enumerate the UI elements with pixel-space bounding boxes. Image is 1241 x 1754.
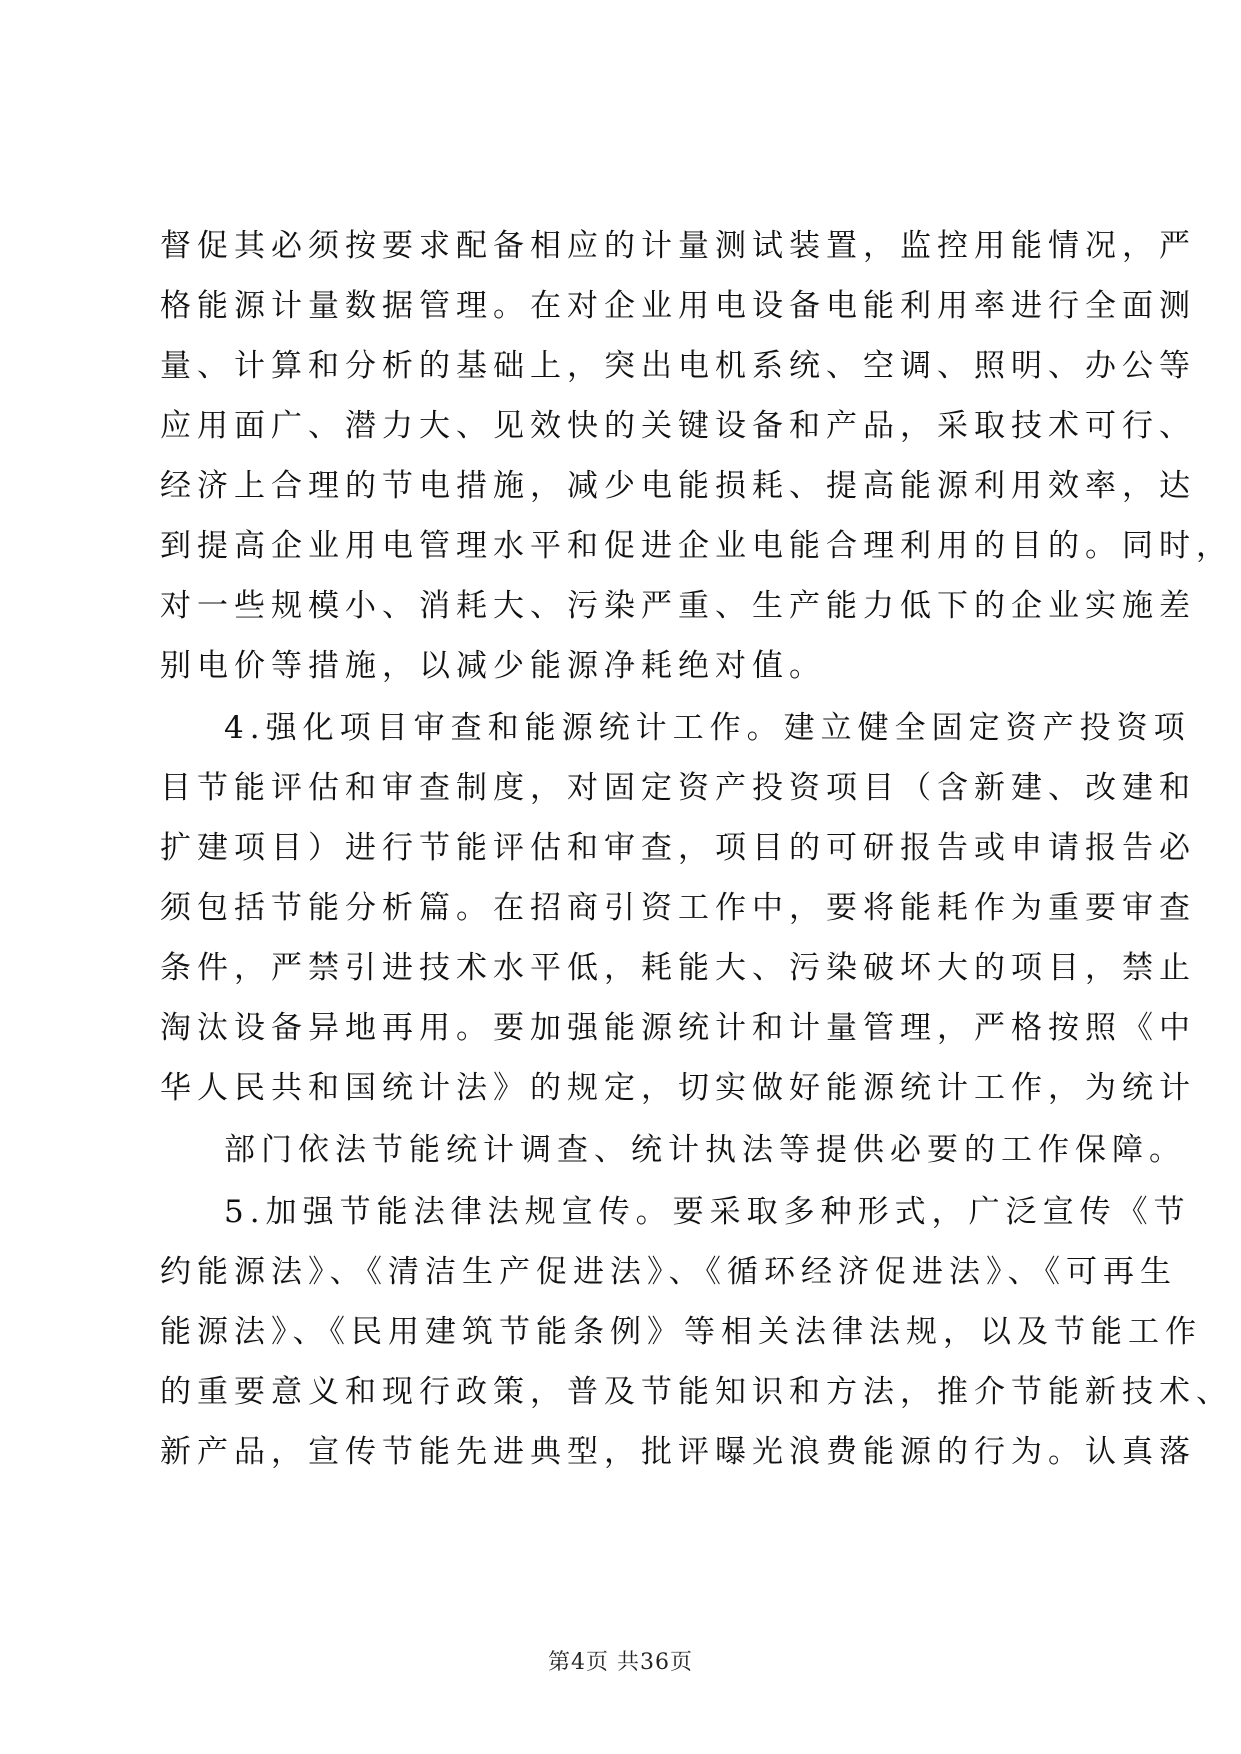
page-footer: 第4页 共36页 xyxy=(548,1650,693,1675)
text-line: 目节能评估和审查制度，对固定资产投资项目（含新建、改建和 xyxy=(160,770,1196,806)
text-line: 经济上合理的节电措施，减少电能损耗、提高能源利用效率，达 xyxy=(160,468,1196,504)
text-line: 淘汰设备异地再用。要加强能源统计和计量管理，严格按照《中 xyxy=(160,1010,1196,1046)
text-line: 新产品，宣传节能先进典型，批评曝光浪费能源的行为。认真落 xyxy=(160,1434,1196,1470)
text-line: 须包括节能分析篇。在招商引资工作中，要将能耗作为重要审查 xyxy=(160,890,1196,926)
text-line-indented: 部门依法节能统计调查、统计执法等提供必要的工作保障。 xyxy=(224,1132,1186,1168)
text-line: 量、计算和分析的基础上，突出电机系统、空调、照明、办公等 xyxy=(160,348,1196,384)
text-line: 的重要意义和现行政策，普及节能知识和方法，推介节能新技术、 xyxy=(160,1374,1233,1410)
text-line: 约能源法》、《清洁生产促进法》、《循环经济促进法》、《可再生 xyxy=(160,1254,1177,1290)
text-line: 督促其必须按要求配备相应的计量测试装置，监控用能情况，严 xyxy=(160,228,1196,264)
paragraph-5-start: 5.加强节能法律法规宣传。要采取多种形式，广泛宣传《节 xyxy=(224,1194,1191,1230)
text-line: 条件，严禁引进技术水平低，耗能大、污染破坏大的项目，禁止 xyxy=(160,950,1196,986)
text-line: 别电价等措施，以减少能源净耗绝对值。 xyxy=(160,648,826,684)
text-line: 扩建项目）进行节能评估和审查，项目的可研报告或申请报告必 xyxy=(160,830,1196,866)
text-line: 到提高企业用电管理水平和促进企业电能合理利用的目的。同时， xyxy=(160,528,1233,564)
text-line: 能源法》、《民用建筑节能条例》等相关法律法规，以及节能工作 xyxy=(160,1314,1202,1350)
text-line: 华人民共和国统计法》的规定，切实做好能源统计工作，为统计 xyxy=(160,1070,1196,1106)
text-line: 应用面广、潜力大、见效快的关键设备和产品，采取技术可行、 xyxy=(160,408,1196,444)
text-line: 对一些规模小、消耗大、污染严重、生产能力低下的企业实施差 xyxy=(160,588,1196,624)
text-line: 格能源计量数据管理。在对企业用电设备电能利用率进行全面测 xyxy=(160,288,1196,324)
paragraph-4-start: 4.强化项目审查和能源统计工作。建立健全固定资产投资项 xyxy=(224,710,1191,746)
